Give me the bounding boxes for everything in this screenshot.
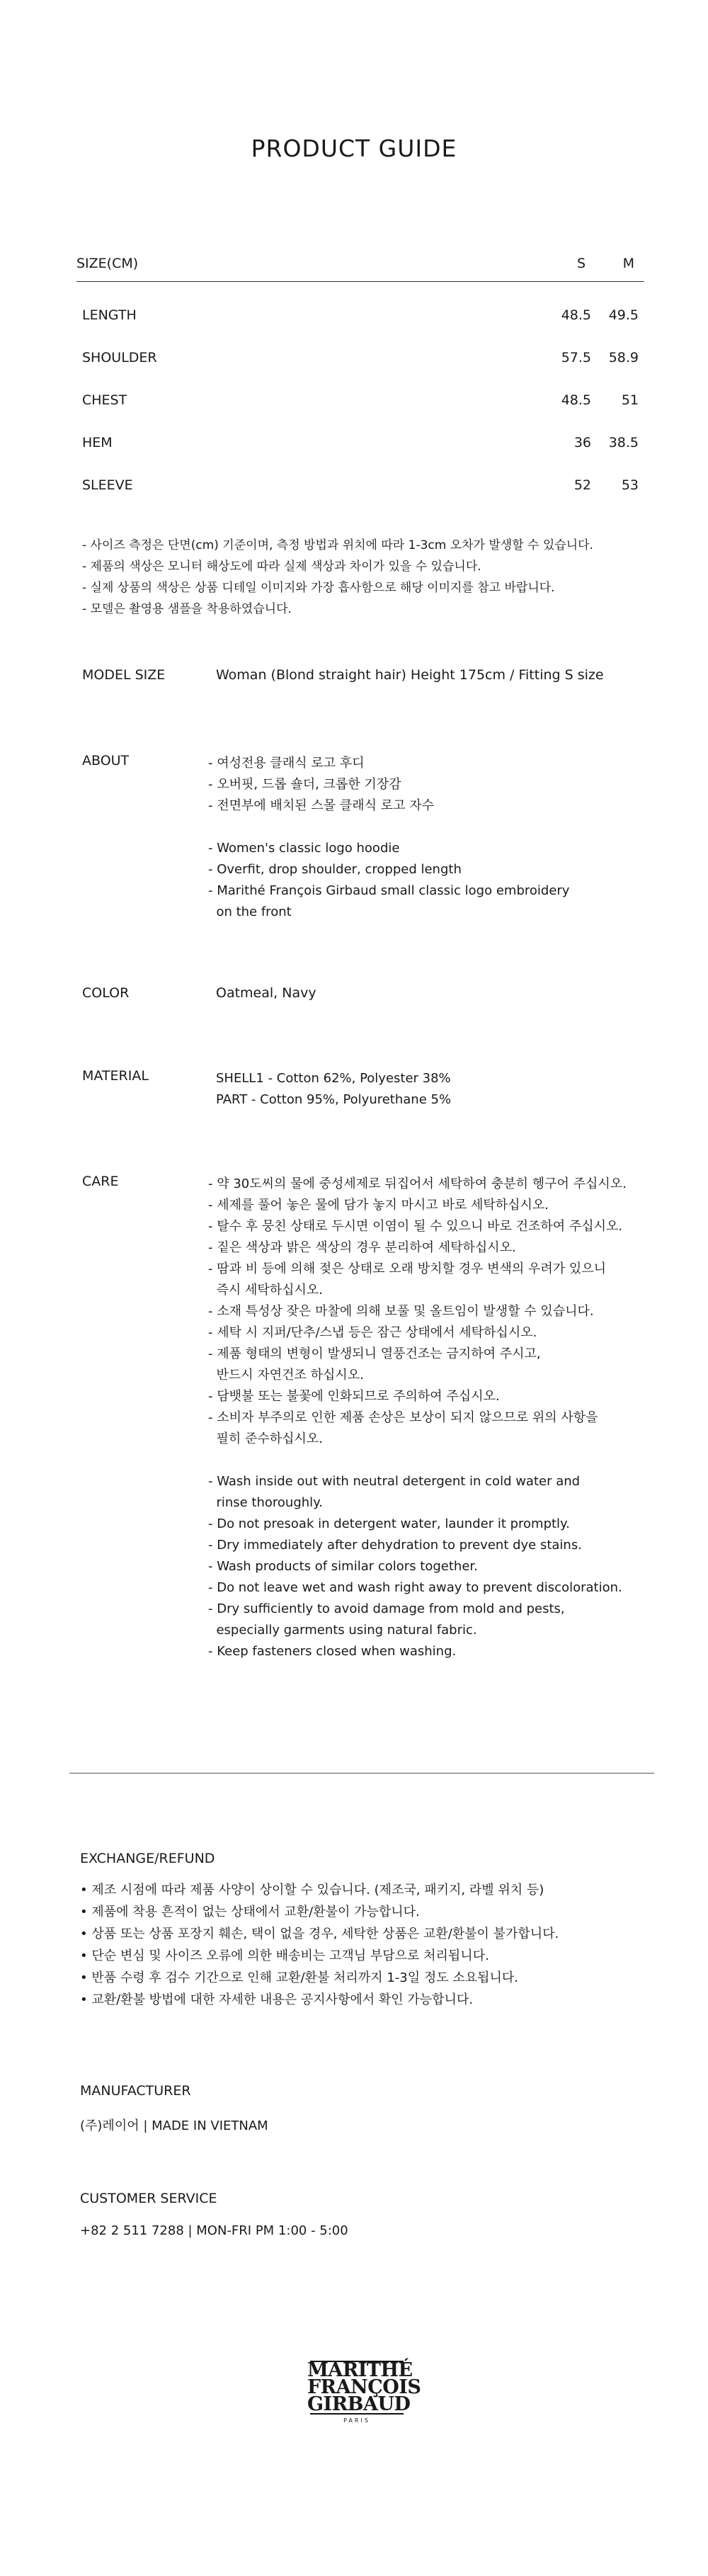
care-line: especially garments using natural fabric. xyxy=(208,1623,477,1638)
care-line: 반드시 자연건조 하십시오. xyxy=(208,1368,364,1383)
about-line: on the front xyxy=(208,904,292,919)
size-row-label: HEM xyxy=(82,435,113,450)
logo-word-2: FRANÇOIS xyxy=(307,2376,421,2398)
spacer xyxy=(208,1450,627,1471)
logo-word-1: MARITHÉ xyxy=(307,2359,413,2381)
exchange-line: • 교환/환불 방법에 대한 자세한 내용은 공지사항에서 확인 가능합니다. xyxy=(80,1992,474,2007)
about-line: - Marithé François Girbaud small classic logo embroidery xyxy=(208,883,570,898)
spacer xyxy=(208,817,569,838)
about-line: - Overfit, drop shoulder, cropped length xyxy=(208,862,462,877)
size-row-hem xyxy=(76,422,644,465)
size-notes xyxy=(82,535,593,620)
model-size-label: MODEL SIZE xyxy=(82,667,166,683)
size-row-label: SLEEVE xyxy=(82,477,133,493)
care-line: - Wash inside out with neutral detergent in cold water and xyxy=(208,1474,581,1489)
size-value-s: 57.5 xyxy=(561,350,591,365)
exchange-refund-list xyxy=(80,1879,559,2011)
size-value-s: 36 xyxy=(573,435,591,450)
note-item: - 사이즈 측정은 단면(cm) 기준이며, 측정 방법과 위치에 따라 1-3cm 오차가 발생할 수 있습니다. xyxy=(82,538,593,552)
about-line: - 오버핏, 드롭 숄더, 크롭한 기장감 xyxy=(208,777,401,792)
care-line: - Do not leave wet and wash right away to prevent discoloration. xyxy=(208,1580,622,1595)
care-line: 필히 준수하십시오. xyxy=(208,1431,323,1446)
exchange-line: • 상품 또는 상품 포장지 훼손, 택이 없을 경우, 세탁한 상품은 교환/환불이 불가합니다. xyxy=(80,1927,559,1941)
care-line: - 세제를 풀어 놓은 물에 담가 놓지 마시고 바로 세탁하십시오. xyxy=(208,1198,549,1213)
size-row-length xyxy=(76,295,644,337)
size-value-m: 53 xyxy=(621,477,639,493)
manufacturer-value: (주)레이어 | MADE IN VIETNAM xyxy=(80,2118,268,2133)
size-value-m: 49.5 xyxy=(608,307,639,323)
care-line: - 소재 특성상 잦은 마찰에 의해 보풀 및 올트임이 발생할 수 있습니다. xyxy=(208,1304,594,1319)
about-body xyxy=(208,753,569,923)
exchange-line: • 제조 시점에 따라 제품 사양이 상이할 수 있습니다. (제조국, 패키지, 라벨 위치 등) xyxy=(80,1883,544,1897)
size-table xyxy=(76,251,644,507)
care-line: - 짙은 색상과 밝은 색상의 경우 분리하여 세탁하십시오. xyxy=(208,1240,516,1255)
size-header-s: S xyxy=(576,256,586,271)
size-value-m: 38.5 xyxy=(608,435,639,450)
exchange-line: • 제품에 착용 흔적이 없는 상태에서 교환/환불이 가능합니다. xyxy=(80,1905,420,1919)
material-label: MATERIAL xyxy=(82,1068,149,1084)
size-value-s: 48.5 xyxy=(561,307,591,323)
care-line: - 소비자 부주의로 인한 제품 손상은 보상이 되지 않으므로 위의 사항을 xyxy=(208,1410,598,1425)
exchange-line: • 반품 수령 후 검수 기간으로 인해 교환/환불 처리까지 1-3일 정도 소요됩니다. xyxy=(80,1970,518,1985)
care-line: - Do not presoak in detergent water, launder it promptly. xyxy=(208,1516,570,1531)
logo-paris: PARIS xyxy=(343,2417,370,2424)
size-value-m: 51 xyxy=(621,392,639,408)
exchange-refund-title: EXCHANGE/REFUND xyxy=(80,1851,215,1866)
size-value-s: 48.5 xyxy=(561,392,591,408)
customer-service-section xyxy=(80,2191,348,2238)
size-value-s: 52 xyxy=(573,477,591,493)
customer-service-value: +82 2 511 7288 | MON-FRI PM 1:00 - 5:00 xyxy=(80,2223,348,2238)
care-line: - 담뱃불 또는 불꽃에 인화되므로 주의하여 주십시오. xyxy=(208,1389,500,1404)
customer-service-title: CUSTOMER SERVICE xyxy=(80,2191,217,2206)
material-line: SHELL1 - Cotton 62%, Polyester 38% xyxy=(216,1071,451,1086)
about-line: - 여성전용 클래식 로고 후디 xyxy=(208,756,365,771)
model-size-value: Woman (Blond straight hair) Height 175cm / Fitting S size xyxy=(216,667,604,683)
care-label: CARE xyxy=(82,1174,119,1189)
about-line: - 전면부에 배치된 스몰 클래식 로고 자수 xyxy=(208,798,435,813)
size-header-m: M xyxy=(622,256,634,271)
care-line: - 탈수 후 뭉친 상태로 두시면 이염이 될 수 있으니 바로 건조하여 주십시오. xyxy=(208,1219,623,1234)
care-line: - 땀과 비 등에 의해 젖은 상태로 오래 방치할 경우 변색의 우려가 있으니 xyxy=(208,1261,607,1276)
exchange-refund-section xyxy=(80,1851,559,2011)
size-row-label: SHOULDER xyxy=(82,350,157,365)
page-title: PRODUCT GUIDE xyxy=(251,135,457,162)
logo-word-3: GIRBAUD xyxy=(307,2393,411,2415)
size-row-shoulder xyxy=(76,337,644,380)
about-line: - Women's classic logo hoodie xyxy=(208,841,400,856)
section-divider xyxy=(69,1773,654,1774)
care-line: - Dry immediately after dehydration to prevent dye stains. xyxy=(208,1538,582,1553)
manufacturer-section xyxy=(80,2083,268,2134)
manufacturer-title: MANUFACTURER xyxy=(80,2083,191,2099)
care-line: - Wash products of similar colors together. xyxy=(208,1559,478,1574)
brand-logo xyxy=(307,2359,421,2424)
size-row-sleeve xyxy=(76,465,644,507)
size-row-label: LENGTH xyxy=(82,307,137,323)
color-value: Oatmeal, Navy xyxy=(216,985,316,1001)
care-line: rinse thoroughly. xyxy=(208,1495,323,1510)
about-label: ABOUT xyxy=(82,753,130,768)
care-body xyxy=(208,1174,627,1662)
care-line: - 세탁 시 지퍼/단추/스냅 등은 잠근 상태에서 세탁하십시오. xyxy=(208,1325,537,1340)
care-line: - Dry sufficiently to avoid damage from mold and pests, xyxy=(208,1601,565,1616)
note-item: - 모델은 촬영용 샘플을 착용하였습니다. xyxy=(82,602,292,616)
note-item: - 실제 상품의 색상은 상품 디테일 이미지와 가장 흡사함으로 해당 이미지를 참고 바랍니다. xyxy=(82,581,555,595)
care-line: - 약 30도씨의 물에 중성세제로 뒤집어서 세탁하여 충분히 헹구어 주십시오. xyxy=(208,1176,627,1191)
care-line: - 제품 형태의 변형이 발생되니 열풍건조는 금지하여 주시고, xyxy=(208,1346,541,1361)
care-line: 즉시 세탁하십시오. xyxy=(208,1283,323,1298)
exchange-line: • 단순 변심 및 사이즈 오류에 의한 배송비는 고객님 부담으로 처리됩니다. xyxy=(80,1948,489,1963)
size-table-header xyxy=(76,251,644,282)
size-row-chest xyxy=(76,380,644,422)
color-label: COLOR xyxy=(82,985,130,1001)
size-value-m: 58.9 xyxy=(608,350,639,365)
size-header-label: SIZE(CM) xyxy=(76,256,139,271)
note-item: - 제품의 색상은 모니터 해상도에 따라 실제 색상과 차이가 있을 수 있습니다. xyxy=(82,560,481,574)
material-body xyxy=(216,1068,451,1111)
care-line: - Keep fasteners closed when washing. xyxy=(208,1644,457,1659)
size-row-label: CHEST xyxy=(82,392,127,408)
material-line: PART - Cotton 95%, Polyurethane 5% xyxy=(216,1092,452,1107)
